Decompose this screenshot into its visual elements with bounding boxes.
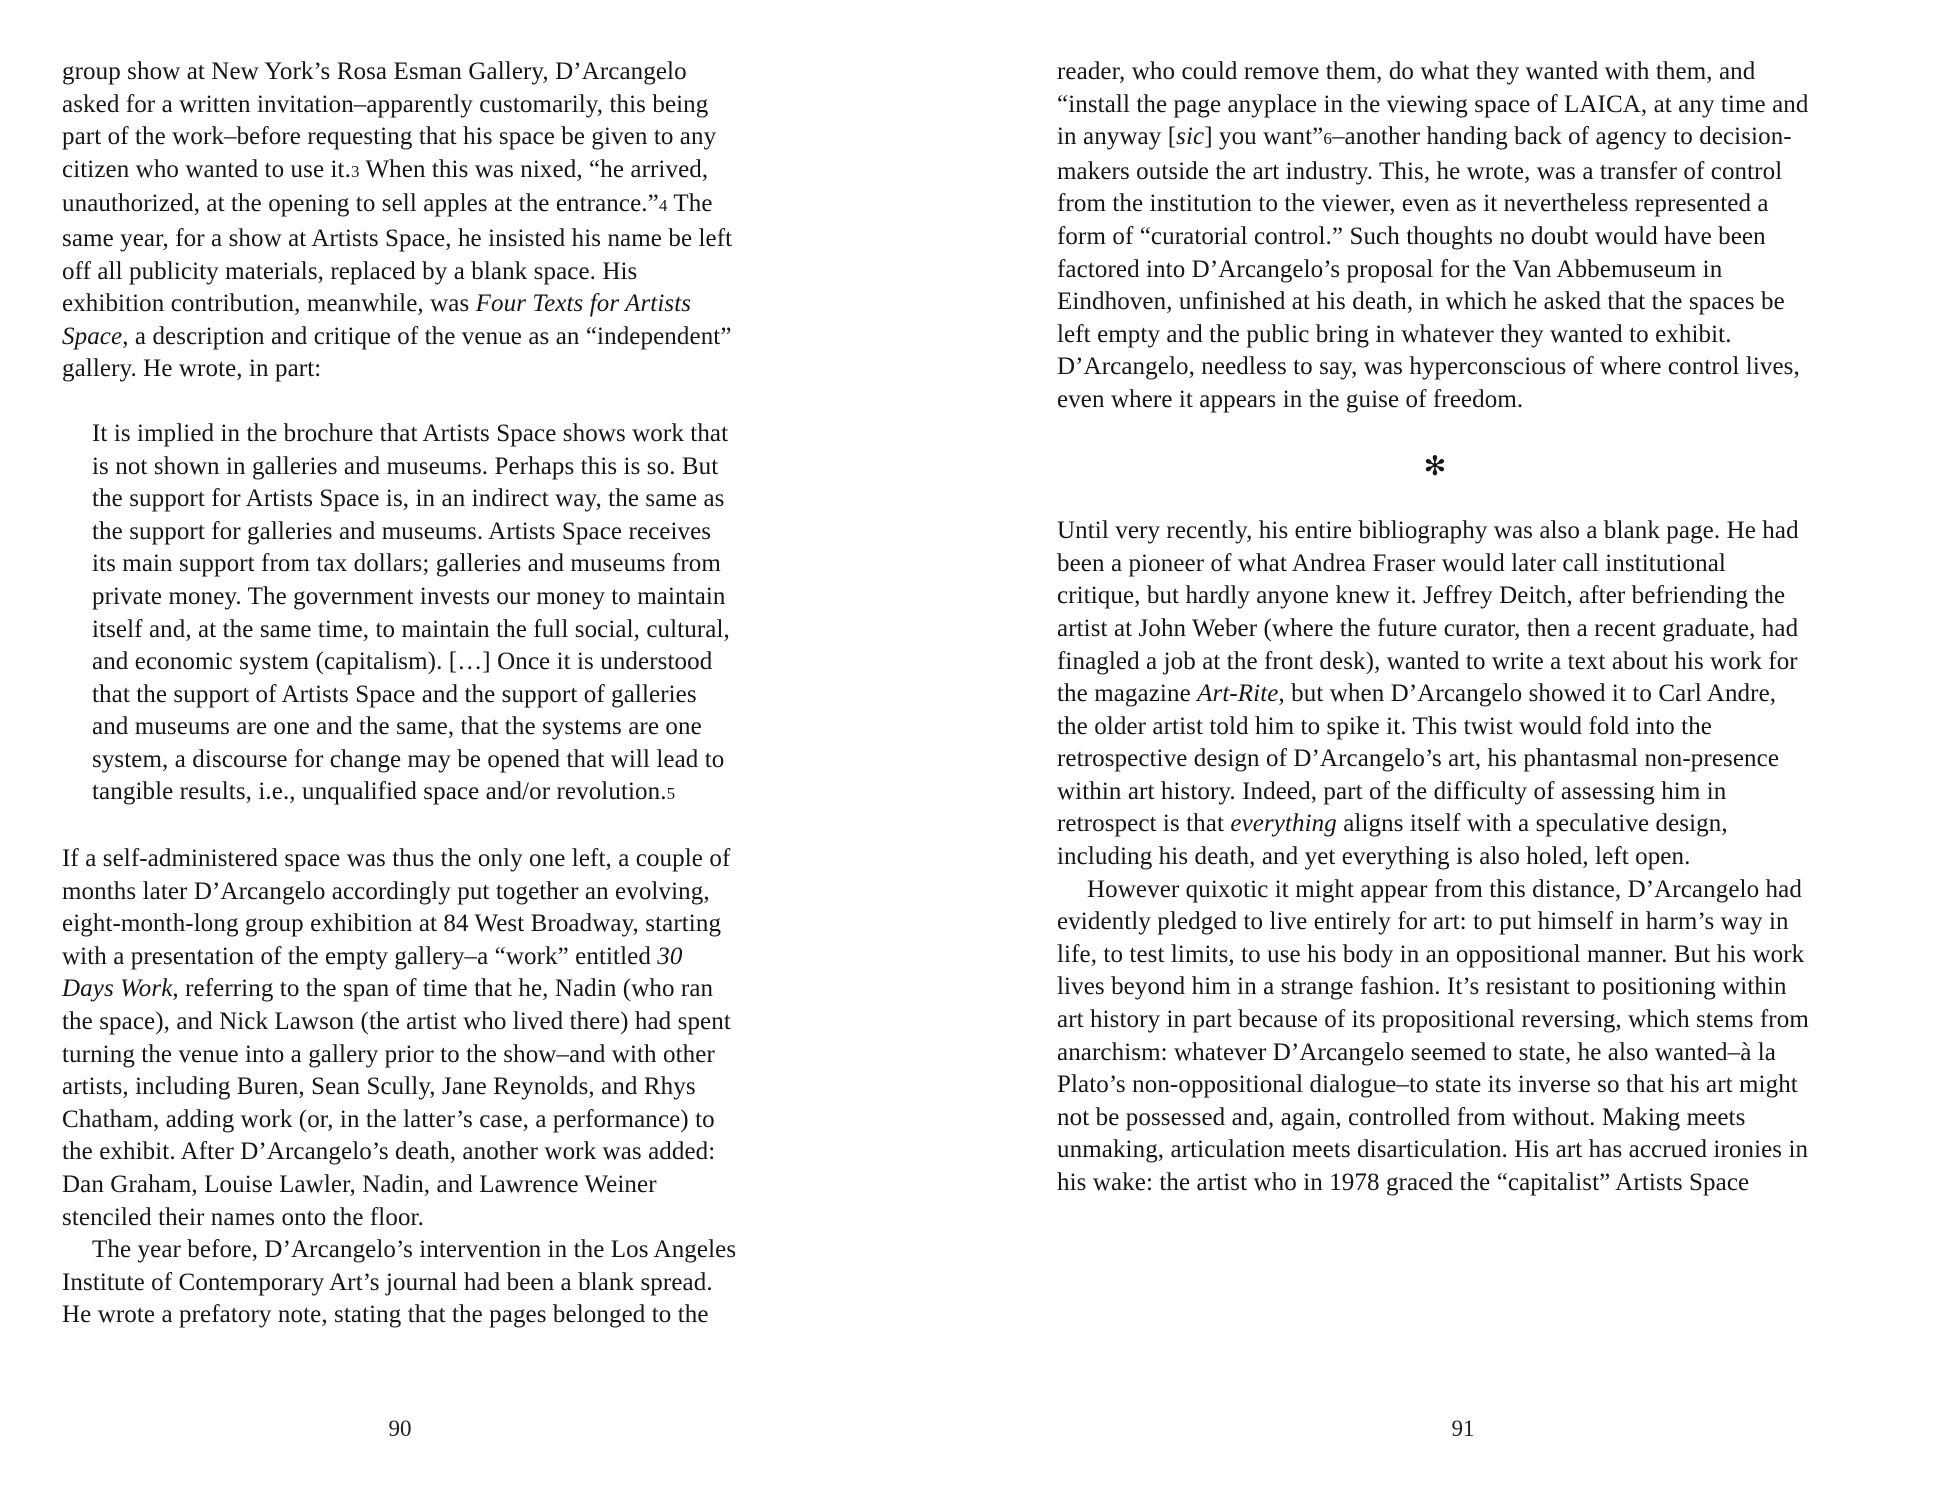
italic-text: 30 Days Work: [62, 942, 683, 1003]
paragraph: The year before, D’Arcangelo’s intervention in the Los Angeles Institute of Contemporary Art’s journal had been a blank spread. He wrote a prefatory note, stating that the pages belonged to the: [62, 1236, 737, 1329]
paragraph: reader, who could remove them, do what they wanted with them, and “install the page anyplace in the viewing space of LAICA, at any time and in anyway [sic] you want”6–another handing back of agency to decision-makers outside the art industry. This, he wrote, was a transfer of control from the institution to the viewer, even as it nevertheless represented a form of “curatorial control.” Such thoughts no doubt would have been factored into D’Arcangelo’s proposal for the Van Abbemuseum in Eindhoven, unfinished at his death, in which he asked that the spaces be left empty and the public bring in whatever they wanted to exhibit. D’Arcangelo, needless to say, was hyperconscious of where control lives, even where it appears in the guise of freedom.: [1057, 58, 1809, 413]
section-break-ornament: [1057, 450, 1813, 483]
italic-text: sic: [1176, 123, 1205, 151]
fleuron-icon: ✻: [1423, 450, 1447, 481]
page-number: 90: [388, 1416, 412, 1441]
right-page-text-column: [1057, 56, 1813, 1200]
page-number: 91: [1451, 1416, 1475, 1441]
left-page-text-column: [62, 56, 738, 1332]
italic-text: Art-Rite: [1197, 680, 1279, 708]
block-quote: It is implied in the brochure that Artists Space shows work that is not shown in galleries and museums. Perhaps this is so. But the support for Artists Space is, in an indirect way, the same as the support for galleries and museums. Artists Space receives its main support from tax dollars; galleries and museums from private money. The government invests our money to maintain itself and, at the same time, to maintain the full social, cultural, and economic system (capitalism). […] Once it is understood that the support of Artists Space and the support of galleries and museums are one and the same, that the systems are one system, a discourse for change may be opened that will lead to tangible results, i.e., unqualified space and/or revolution.5: [92, 419, 730, 806]
italic-text: everything: [1230, 810, 1337, 838]
footnote-reference: 4: [658, 196, 668, 216]
paragraph: If a self-administered space was thus the only one left, a couple of months later D’Arcangelo accordingly put together an evolving, eight-month-long group exhibition at 84 West Broadway, starting with a presentation of the empty gallery–a “work” entitled 30 Days Work, referring to the span of time that he, Nadin (who ran the space), and Nick Lawson (the artist who lived there) had spent turning the venue into a gallery prior to the show–and with other artists, including Buren, Sean Scully, Jane Reynolds, and Rhys Chatham, adding work (or, in the latter’s case, a performance) to the exhibit. After D’Arcangelo’s death, another work was added: Dan Graham, Louise Lawler, Nadin, and Lawrence Weiner stenciled their names onto the floor.: [62, 845, 731, 1231]
footnote-reference: 3: [350, 161, 360, 181]
footnote-reference: 6: [1323, 129, 1332, 149]
italic-text: Four Texts for Artists Space: [62, 290, 692, 350]
paragraph: However quixotic it might appear from this distance, D’Arcangelo had evidently pledged to live entirely for art: to put himself in harm’s way in life, to test limits, to use his body in an oppositional manner. But his work lives beyond him in a strange fashion. It’s resistant to positioning within art history in part because of its propositional reversing, which stems from anarchism: whatever D’Arcangelo seemed to state, he also wanted–à la Plato’s non-oppositional dialogue–to state its inverse so that his art might not be possessed and, again, controlled from without. Making meets unmaking, articulation meets disarticulation. His art has accrued ironies in his wake: the artist who in 1978 graced the “capitalist” Artists Space: [1057, 875, 1809, 1196]
footnote-reference: 5: [666, 784, 676, 804]
paragraph: group show at New York’s Rosa Esman Gallery, D’Arcangelo asked for a written invitation–apparently customarily, this being part of the work–before requesting that his space be given to any citizen who wanted to use it.3 When this was nixed, “he arrived, unauthorized, at the opening to sell apples at the entrance.”4 The same year, for a show at Artists Space, he insisted his name be left off all publicity materials, replaced by a blank space. His exhibition contribution, meanwhile, was Four Texts for Artists Space, a description and critique of the venue as an “independent” gallery. He wrote, in part:: [62, 58, 733, 383]
paragraph: Until very recently, his entire bibliography was also a blank page. He had been a pioneer of what Andrea Fraser would later call institutional critique, but hardly anyone knew it. Jeffrey Deitch, after befriending the artist at John Weber (where the future curator, then a recent graduate, had finagled a job at the front desk), wanted to write a text about his work for the magazine Art-Rite, but when D’Arcangelo showed it to Carl Andre, the older artist told him to spike it. This twist would fold into the retrospective design of D’Arcangelo’s art, his phantasmal non-presence within art history. Indeed, part of the difficulty of assessing him in retrospect is that everything aligns itself with a speculative design, including his death, and yet everything is also holed, left open.: [1057, 517, 1799, 871]
